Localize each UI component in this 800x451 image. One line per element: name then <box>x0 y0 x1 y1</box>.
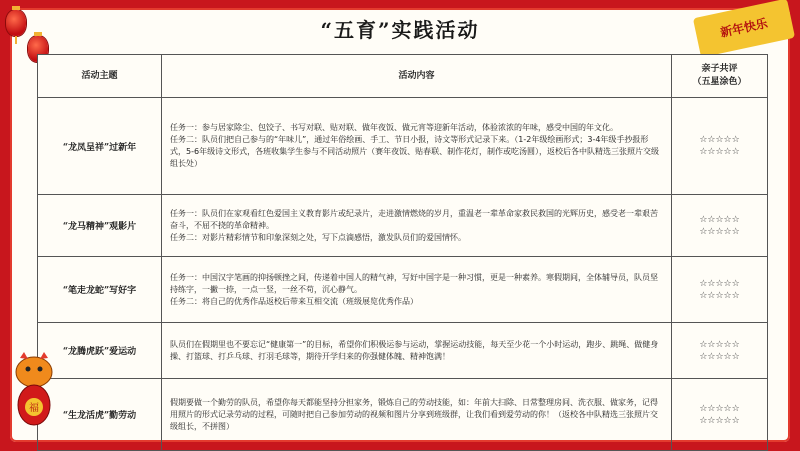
row-content <box>162 195 672 257</box>
row-rating[interactable] <box>672 98 768 195</box>
table-row <box>38 323 768 379</box>
table-row <box>38 257 768 323</box>
row-content <box>162 257 672 323</box>
dragon-mascot-icon <box>8 350 60 430</box>
row-content-line: 任务一：参与居家除尘、包饺子、书写对联、贴对联、做年夜饭、做元宵等迎新年活动，体验浓浓的年味，感受中国的年文化。 <box>170 123 618 132</box>
row-content-line: 任务二：队员们把自己参与的“年味儿”，通过年俗绘画、手工、节日小报，诗文等形式记录下来。（1-2年级绘画形式；3-4年级手抄报形式，5-6年级诗文形式，各班收集学生参与不同活动照片（赛年夜饭、贴春联、制作花灯，制作或吃汤圆），返校后各中队精选三张照片交级组长处） <box>170 135 660 168</box>
star-rating-line[interactable]: ☆☆☆☆☆ <box>699 290 740 301</box>
fu-character: 福 <box>29 403 39 414</box>
star-rating-line[interactable]: ☆☆☆☆☆ <box>699 135 740 145</box>
row-content <box>162 323 672 379</box>
row-content-line: 任务一：中国汉字笔画的抑扬顿挫之间，传递着中国人的精气神，写好中国字是一种习惯，更是一种素养。寒假期间，全体辅导员，队员坚持练字，一撇一捺，一点一竖，一丝不苟，沉心静气。 <box>170 272 658 294</box>
row-topic: “龙马精神”观影片 <box>38 195 162 257</box>
new-year-badge: 新年快乐 <box>693 0 795 58</box>
table-header-row <box>38 55 768 98</box>
table-row <box>38 98 768 195</box>
row-content-line: 任务一：队员们在家观看红色爱国主义教育影片或纪录片，走进激情燃烧的岁月，重温老一辈革命家救民救国的光辉历史，感受老一辈艰苦奋斗，不屈不挠的革命精神。 <box>170 208 658 230</box>
row-content-line: 假期要做一个勤劳的队员，希望你每天都能坚持分担家务，锻炼自己的劳动技能，如：年前大扫除、日常整理房间、洗衣服、做家务，记得用照片的形式记录劳动的过程，可随时把自己参加劳动的视频和图片分享到班级群，让我们看到爱劳动的你！（返校各中队精选三张照片交级组长，不拼图） <box>170 397 658 431</box>
header-topic: 活动主题 <box>38 55 162 98</box>
star-rating-line[interactable]: ☆☆☆☆☆ <box>699 351 740 362</box>
header-rating-note: （五星涂色） <box>692 77 747 87</box>
star-rating-line[interactable]: ☆☆☆☆☆ <box>699 147 740 157</box>
table-row <box>38 379 768 451</box>
row-content-line: 任务二：对影片精彩情节和印象深刻之处，写下点滴感悟，激发队员们的爱国情怀。 <box>170 232 466 242</box>
star-rating-line[interactable]: ☆☆☆☆☆ <box>699 278 740 289</box>
row-content-line: 队员们在假期里也不要忘记“健康第一”的目标，希望你们积极运参与运动，掌握运动技能，每天至少花一个小时运动，跑步、跳绳、做健身操、打篮球、打乒乓球、打羽毛球等，期待开学归来的你强健体魄、精神饱满！ <box>170 339 659 361</box>
activity-table <box>37 54 768 451</box>
table-row <box>38 195 768 257</box>
row-rating[interactable] <box>672 257 768 323</box>
row-rating[interactable] <box>672 323 768 379</box>
row-topic: “生龙活虎”勤劳动 <box>38 379 162 451</box>
row-topic: “龙腾虎跃”爱运动 <box>38 323 162 379</box>
header-rating-label: 亲子共评 <box>701 64 738 74</box>
row-rating[interactable] <box>672 195 768 257</box>
star-rating-line[interactable]: ☆☆☆☆☆ <box>699 415 740 426</box>
row-topic: “龙凤呈祥”过新年 <box>38 98 162 195</box>
page-title: “五育”实践活动 <box>320 18 480 42</box>
row-rating[interactable] <box>672 379 768 451</box>
row-content-line: 任务二：将自己的优秀作品返校后带来互相交流（班级展览优秀作品） <box>170 296 418 306</box>
row-topic: “笔走龙蛇”写好字 <box>38 257 162 323</box>
header-rating <box>672 55 768 98</box>
row-content <box>162 379 672 451</box>
row-content <box>162 98 672 195</box>
star-rating-line[interactable]: ☆☆☆☆☆ <box>699 214 740 225</box>
star-rating-line[interactable]: ☆☆☆☆☆ <box>699 226 740 237</box>
header-content: 活动内容 <box>162 55 672 98</box>
star-rating-line[interactable]: ☆☆☆☆☆ <box>699 339 740 350</box>
star-rating-line[interactable]: ☆☆☆☆☆ <box>699 403 740 414</box>
